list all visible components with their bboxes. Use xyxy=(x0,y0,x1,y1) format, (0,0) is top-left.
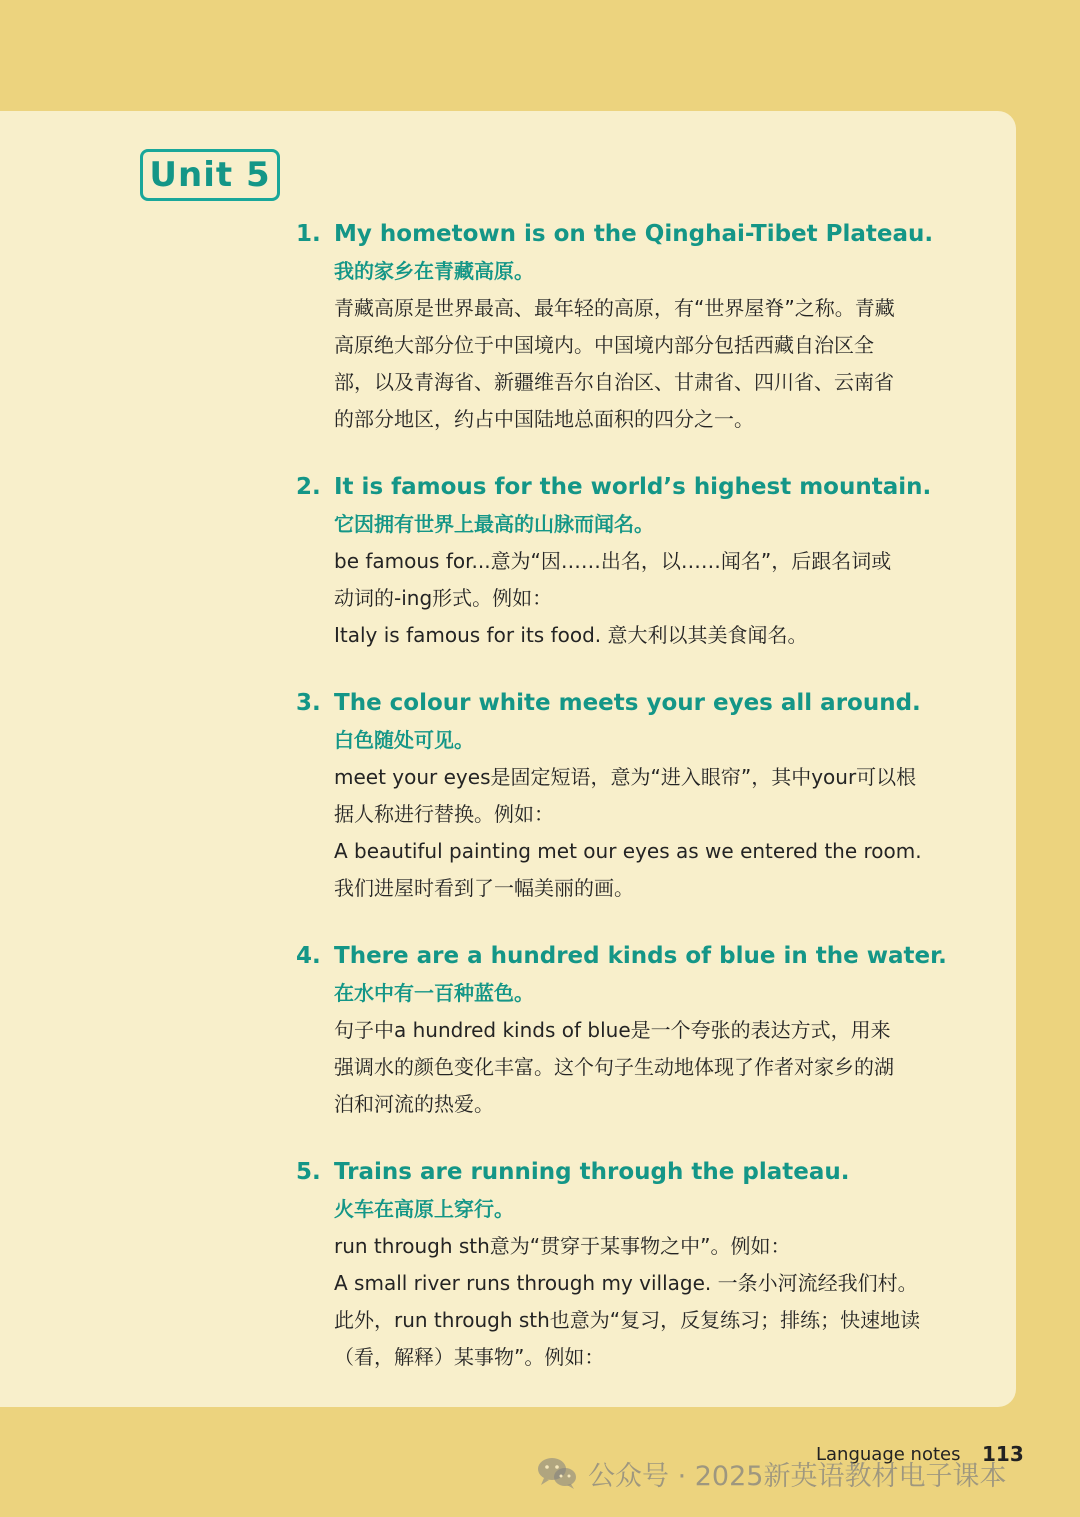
note-number: 1. xyxy=(296,221,321,247)
note-explanation-line: 动词的-ing形式。例如： xyxy=(334,586,553,610)
note-explanation-line: 据人称进行替换。例如： xyxy=(334,802,554,826)
note-chinese-translation: 火车在高原上穿行。 xyxy=(334,1197,514,1221)
note-explanation-line: meet your eyes是固定短语，意为“进入眼帘”，其中your可以根 xyxy=(334,765,917,789)
language-notes-list xyxy=(296,216,976,1407)
watermark xyxy=(536,1452,1006,1494)
note-example-translation: 我们进屋时看到了一幅美丽的画。 xyxy=(334,876,634,900)
note-english-sentence: It is famous for the world’s highest mountain. xyxy=(334,474,932,500)
note-explanation-line: 泊和河流的热爱。 xyxy=(334,1092,494,1116)
note-example-line: Italy is famous for its food. 意大利以其美食闻名。 xyxy=(334,623,808,647)
note-item-1 xyxy=(296,216,976,438)
note-number: 3. xyxy=(296,690,321,716)
wechat-icon xyxy=(536,1455,578,1491)
note-explanation-line: 高原绝大部分位于中国境内。中国境内部分包括西藏自治区全 xyxy=(334,333,874,357)
note-explanation-line: 青藏高原是世界最高、最年轻的高原，有“世界屋脊”之称。青藏 xyxy=(334,296,895,320)
note-chinese-translation: 我的家乡在青藏高原。 xyxy=(334,259,534,283)
note-explanation-line: 部，以及青海省、新疆维吾尔自治区、甘肃省、四川省、云南省 xyxy=(334,370,894,394)
note-explanation-line: 此外，run through sth也意为“复习，反复练习；排练；快速地读 xyxy=(334,1308,921,1332)
note-item-2 xyxy=(296,469,976,654)
note-number: 5. xyxy=(296,1159,321,1185)
note-english-sentence: Trains are running through the plateau. xyxy=(334,1159,850,1185)
note-chinese-translation: 它因拥有世界上最高的山脉而闻名。 xyxy=(334,512,654,536)
note-explanation-line: 强调水的颜色变化丰富。这个句子生动地体现了作者对家乡的湖 xyxy=(334,1055,894,1079)
note-explanation-line: （看，解释）某事物”。例如： xyxy=(334,1345,605,1369)
note-chinese-translation: 白色随处可见。 xyxy=(334,728,474,752)
page-number: 113 xyxy=(982,1442,1024,1466)
note-english-sentence: There are a hundred kinds of blue in the water. xyxy=(334,943,947,969)
note-explanation-line: 句子中a hundred kinds of blue是一个夸张的表达方式，用来 xyxy=(334,1018,891,1042)
note-english-sentence: My hometown is on the Qinghai-Tibet Plateau. xyxy=(334,221,934,247)
unit-title: Unit 5 xyxy=(140,149,280,201)
watermark-text: 公众号 · 2025新英语教材电子课本 xyxy=(588,1460,1007,1492)
note-chinese-translation: 在水中有一百种蓝色。 xyxy=(334,981,534,1005)
note-item-3 xyxy=(296,685,976,907)
note-explanation-line: run through sth意为“贯穿于某事物之中”。例如： xyxy=(334,1234,791,1258)
footer-section-label: Language notes xyxy=(816,1444,961,1465)
note-explanation-line: 的部分地区，约占中国陆地总面积的四分之一。 xyxy=(334,407,754,431)
note-example-line: A small river runs through my village. 一条小河流经我们村。 xyxy=(334,1271,918,1295)
note-number: 2. xyxy=(296,474,321,500)
note-explanation-line: be famous for...意为“因……出名，以……闻名”，后跟名词或 xyxy=(334,549,892,573)
note-english-sentence: The colour white meets your eyes all around. xyxy=(334,690,921,716)
note-item-5 xyxy=(296,1154,976,1376)
note-number: 4. xyxy=(296,943,321,969)
note-example-line: A beautiful painting met our eyes as we entered the room. xyxy=(334,839,922,863)
note-item-4 xyxy=(296,938,976,1123)
